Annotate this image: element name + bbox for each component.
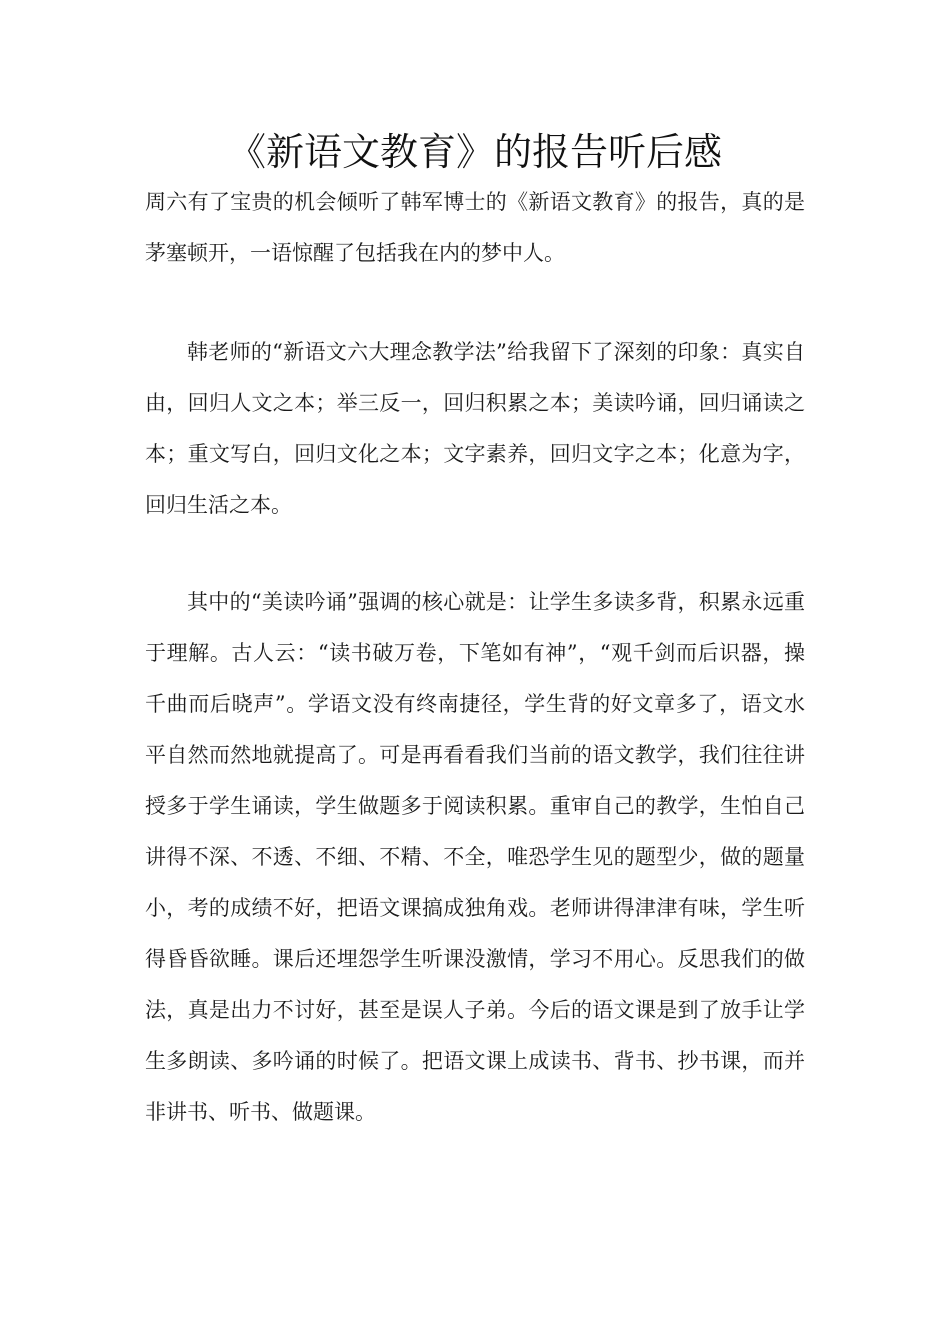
document-title: 《新语文教育》的报告听后感	[227, 130, 722, 174]
paragraph-six-concepts: 韩老师的“新语文六大理念教学法”给我留下了深刻的印象：真实自由，回归人文之本；举三反一，回归积累之本；美读吟诵，回归诵读之本；重文写白，回归文化之本；文字素养，回归文字之本；化意为字，回归生活之本。	[145, 340, 805, 517]
paragraph-reading-recitation: 其中的“美读吟诵”强调的核心就是：让学生多读多背，积累永远重于理解。古人云：“读书破万卷，下笔如有神”，“观千剑而后识器，操千曲而后晓声”。学语文没有终南捷径，学生背的好文章多了，语文水平自然而然地就提高了。可是再看看我们当前的语文教学，我们往往讲授多于学生诵读，学生做题多于阅读积累。重审自己的教学，生怕自己讲得不深、不透、不细、不精、不全，唯恐学生见的题型少，做的题量小，考的成绩不好，把语文课搞成独角戏。老师讲得津津有味，学生听得昏昏欲睡。课后还埋怨学生听课没激情，学习不用心。反思我们的做法，真是出力不讨好，甚至是误人子弟。今后的语文课是到了放手让学生多朗读、多吟诵的时候了。把语文课上成读书、背书、抄书课，而并非讲书、听书、做题课。	[145, 590, 805, 1124]
paragraph-intro: 周六有了宝贵的机会倾听了韩军博士的《新语文教育》的报告，真的是茅塞顿开，一语惊醒了包括我在内的梦中人。	[145, 190, 805, 265]
